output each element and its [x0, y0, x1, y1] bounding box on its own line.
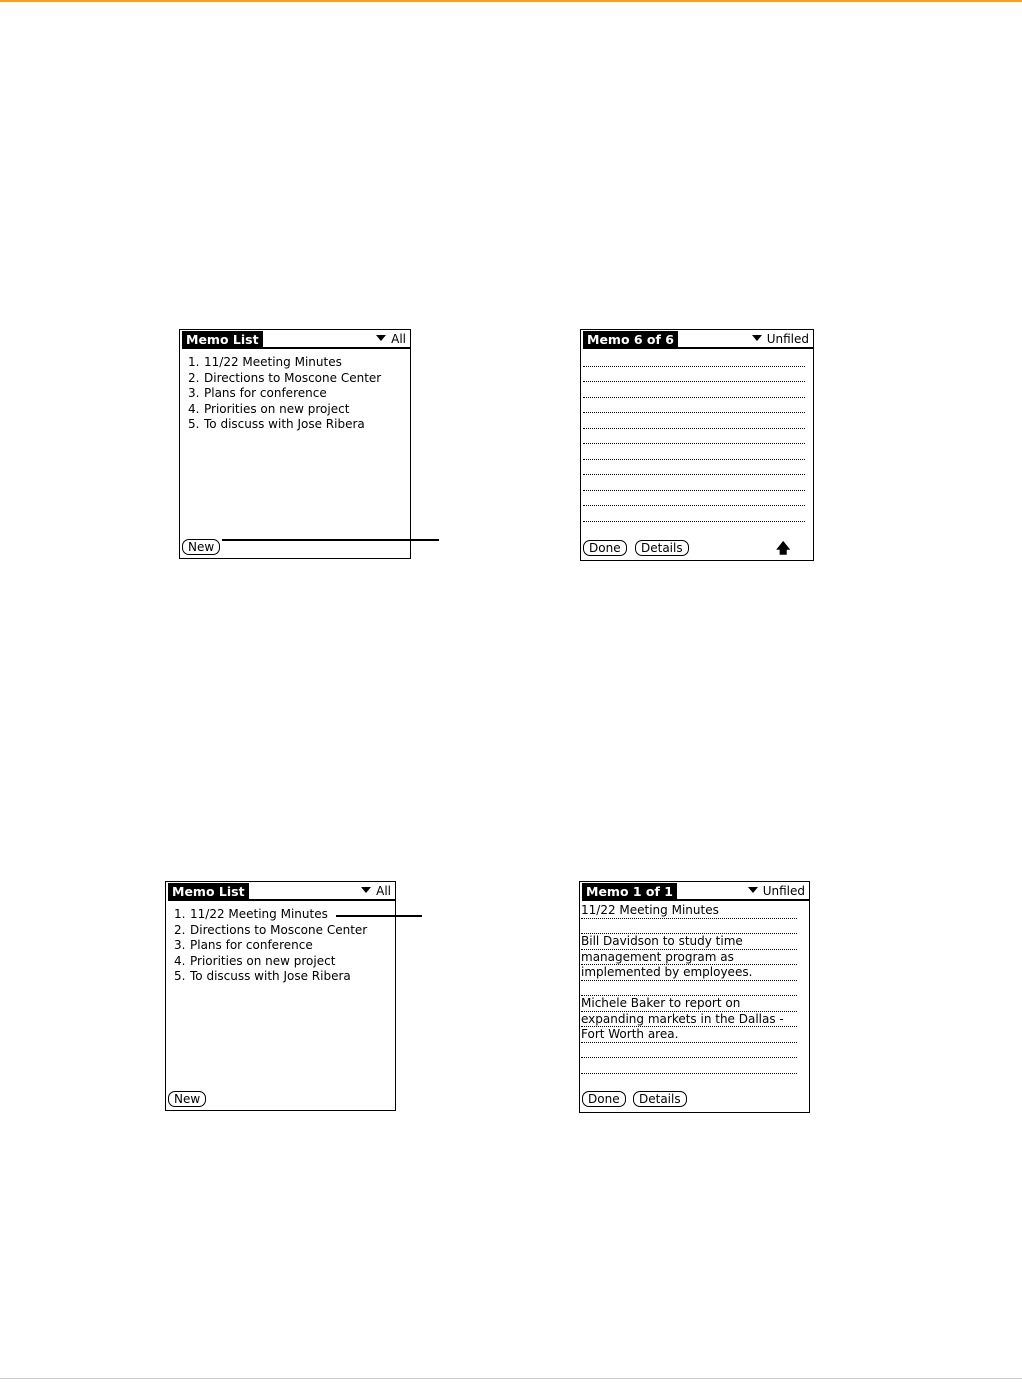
item-number: 1. [174, 907, 186, 921]
text-line [581, 919, 797, 935]
triangle-down-icon [376, 335, 386, 341]
memo-list-screen-top [179, 329, 411, 559]
title-bar [180, 330, 410, 351]
list-item[interactable] [188, 402, 381, 418]
item-number: 3. [174, 938, 186, 952]
item-label: Directions to Moscone Center [204, 370, 382, 385]
item-label: Priorities on new project [204, 401, 350, 416]
text-line [583, 413, 805, 429]
memo-edit-screen-blank [580, 329, 814, 561]
text-line [581, 1043, 797, 1059]
triangle-down-icon [361, 887, 371, 893]
list-item[interactable] [188, 355, 381, 371]
text-line [583, 491, 805, 507]
callout-line-new [222, 539, 439, 541]
list-item[interactable] [174, 923, 367, 939]
screen-title: Memo List [182, 331, 263, 349]
text-line [583, 398, 805, 414]
text-line [583, 460, 805, 476]
done-button[interactable]: Done [583, 540, 627, 556]
item-number: 2. [174, 922, 186, 937]
screen-title: Memo List [168, 883, 249, 901]
category-picker[interactable] [376, 331, 406, 347]
text-line [583, 382, 805, 398]
callout-line-first-memo [336, 915, 422, 917]
memo-edit-screen-filled [579, 881, 810, 1113]
text-line: expanding markets in the Dallas - [581, 1012, 797, 1028]
text-line: Michele Baker to report on [581, 996, 797, 1012]
item-label: Directions to Moscone Center [190, 922, 368, 937]
list-item[interactable] [174, 938, 367, 954]
item-number: 2. [188, 370, 200, 385]
top-accent-rule [0, 0, 1022, 2]
item-label: Plans for conference [204, 386, 327, 400]
done-button[interactable]: Done [582, 1091, 626, 1107]
list-item[interactable] [188, 371, 381, 387]
item-number: 5. [188, 417, 200, 431]
memo-text-area[interactable] [583, 351, 805, 522]
title-bar [166, 882, 395, 903]
text-line: Fort Worth area. [581, 1027, 797, 1043]
list-item[interactable] [188, 386, 381, 402]
screen-title: Memo 6 of 6 [583, 331, 678, 349]
text-line [583, 351, 805, 367]
text-line: implemented by employees. [581, 965, 797, 981]
text-line [583, 367, 805, 383]
item-number: 3. [188, 386, 200, 400]
item-label: To discuss with Jose Ribera [204, 417, 365, 431]
item-label: Plans for conference [190, 938, 313, 952]
category-label: All [376, 884, 391, 898]
screen-title: Memo 1 of 1 [582, 883, 677, 901]
text-line [581, 981, 797, 997]
item-label: 11/22 Meeting Minutes [190, 907, 328, 921]
item-label: To discuss with Jose Ribera [190, 969, 351, 983]
category-label: Unfiled [762, 884, 805, 898]
title-bar [581, 330, 813, 351]
text-line [583, 429, 805, 445]
category-label: Unfiled [766, 332, 809, 346]
triangle-down-icon [748, 887, 758, 893]
text-line [583, 475, 805, 491]
new-button[interactable]: New [182, 539, 220, 555]
list-item[interactable] [174, 969, 367, 985]
category-picker[interactable] [361, 883, 391, 899]
triangle-down-icon [752, 335, 762, 341]
memo-text-area[interactable] [581, 903, 797, 1074]
category-label: All [391, 332, 406, 346]
text-line [583, 444, 805, 460]
memo-list [188, 355, 381, 433]
details-button[interactable]: Details [633, 1091, 687, 1107]
text-line [581, 1058, 797, 1074]
new-button[interactable]: New [168, 1091, 206, 1107]
title-bar [580, 882, 809, 903]
list-item[interactable] [174, 954, 367, 970]
item-label: 11/22 Meeting Minutes [204, 355, 342, 369]
text-line [583, 506, 805, 522]
details-button[interactable]: Details [635, 540, 689, 556]
list-item[interactable] [188, 417, 381, 433]
text-line: management program as [581, 950, 797, 966]
category-picker[interactable] [748, 883, 805, 899]
item-number: 4. [174, 953, 186, 968]
bottom-rule [0, 1378, 1022, 1379]
up-arrow-icon[interactable]: 🡅 [776, 541, 791, 557]
text-line: 11/22 Meeting Minutes [581, 903, 797, 919]
item-label: Priorities on new project [190, 953, 336, 968]
category-picker[interactable] [752, 331, 809, 347]
text-line: Bill Davidson to study time [581, 934, 797, 950]
item-number: 5. [174, 969, 186, 983]
memo-list [174, 907, 367, 985]
item-number: 4. [188, 401, 200, 416]
item-number: 1. [188, 355, 200, 369]
